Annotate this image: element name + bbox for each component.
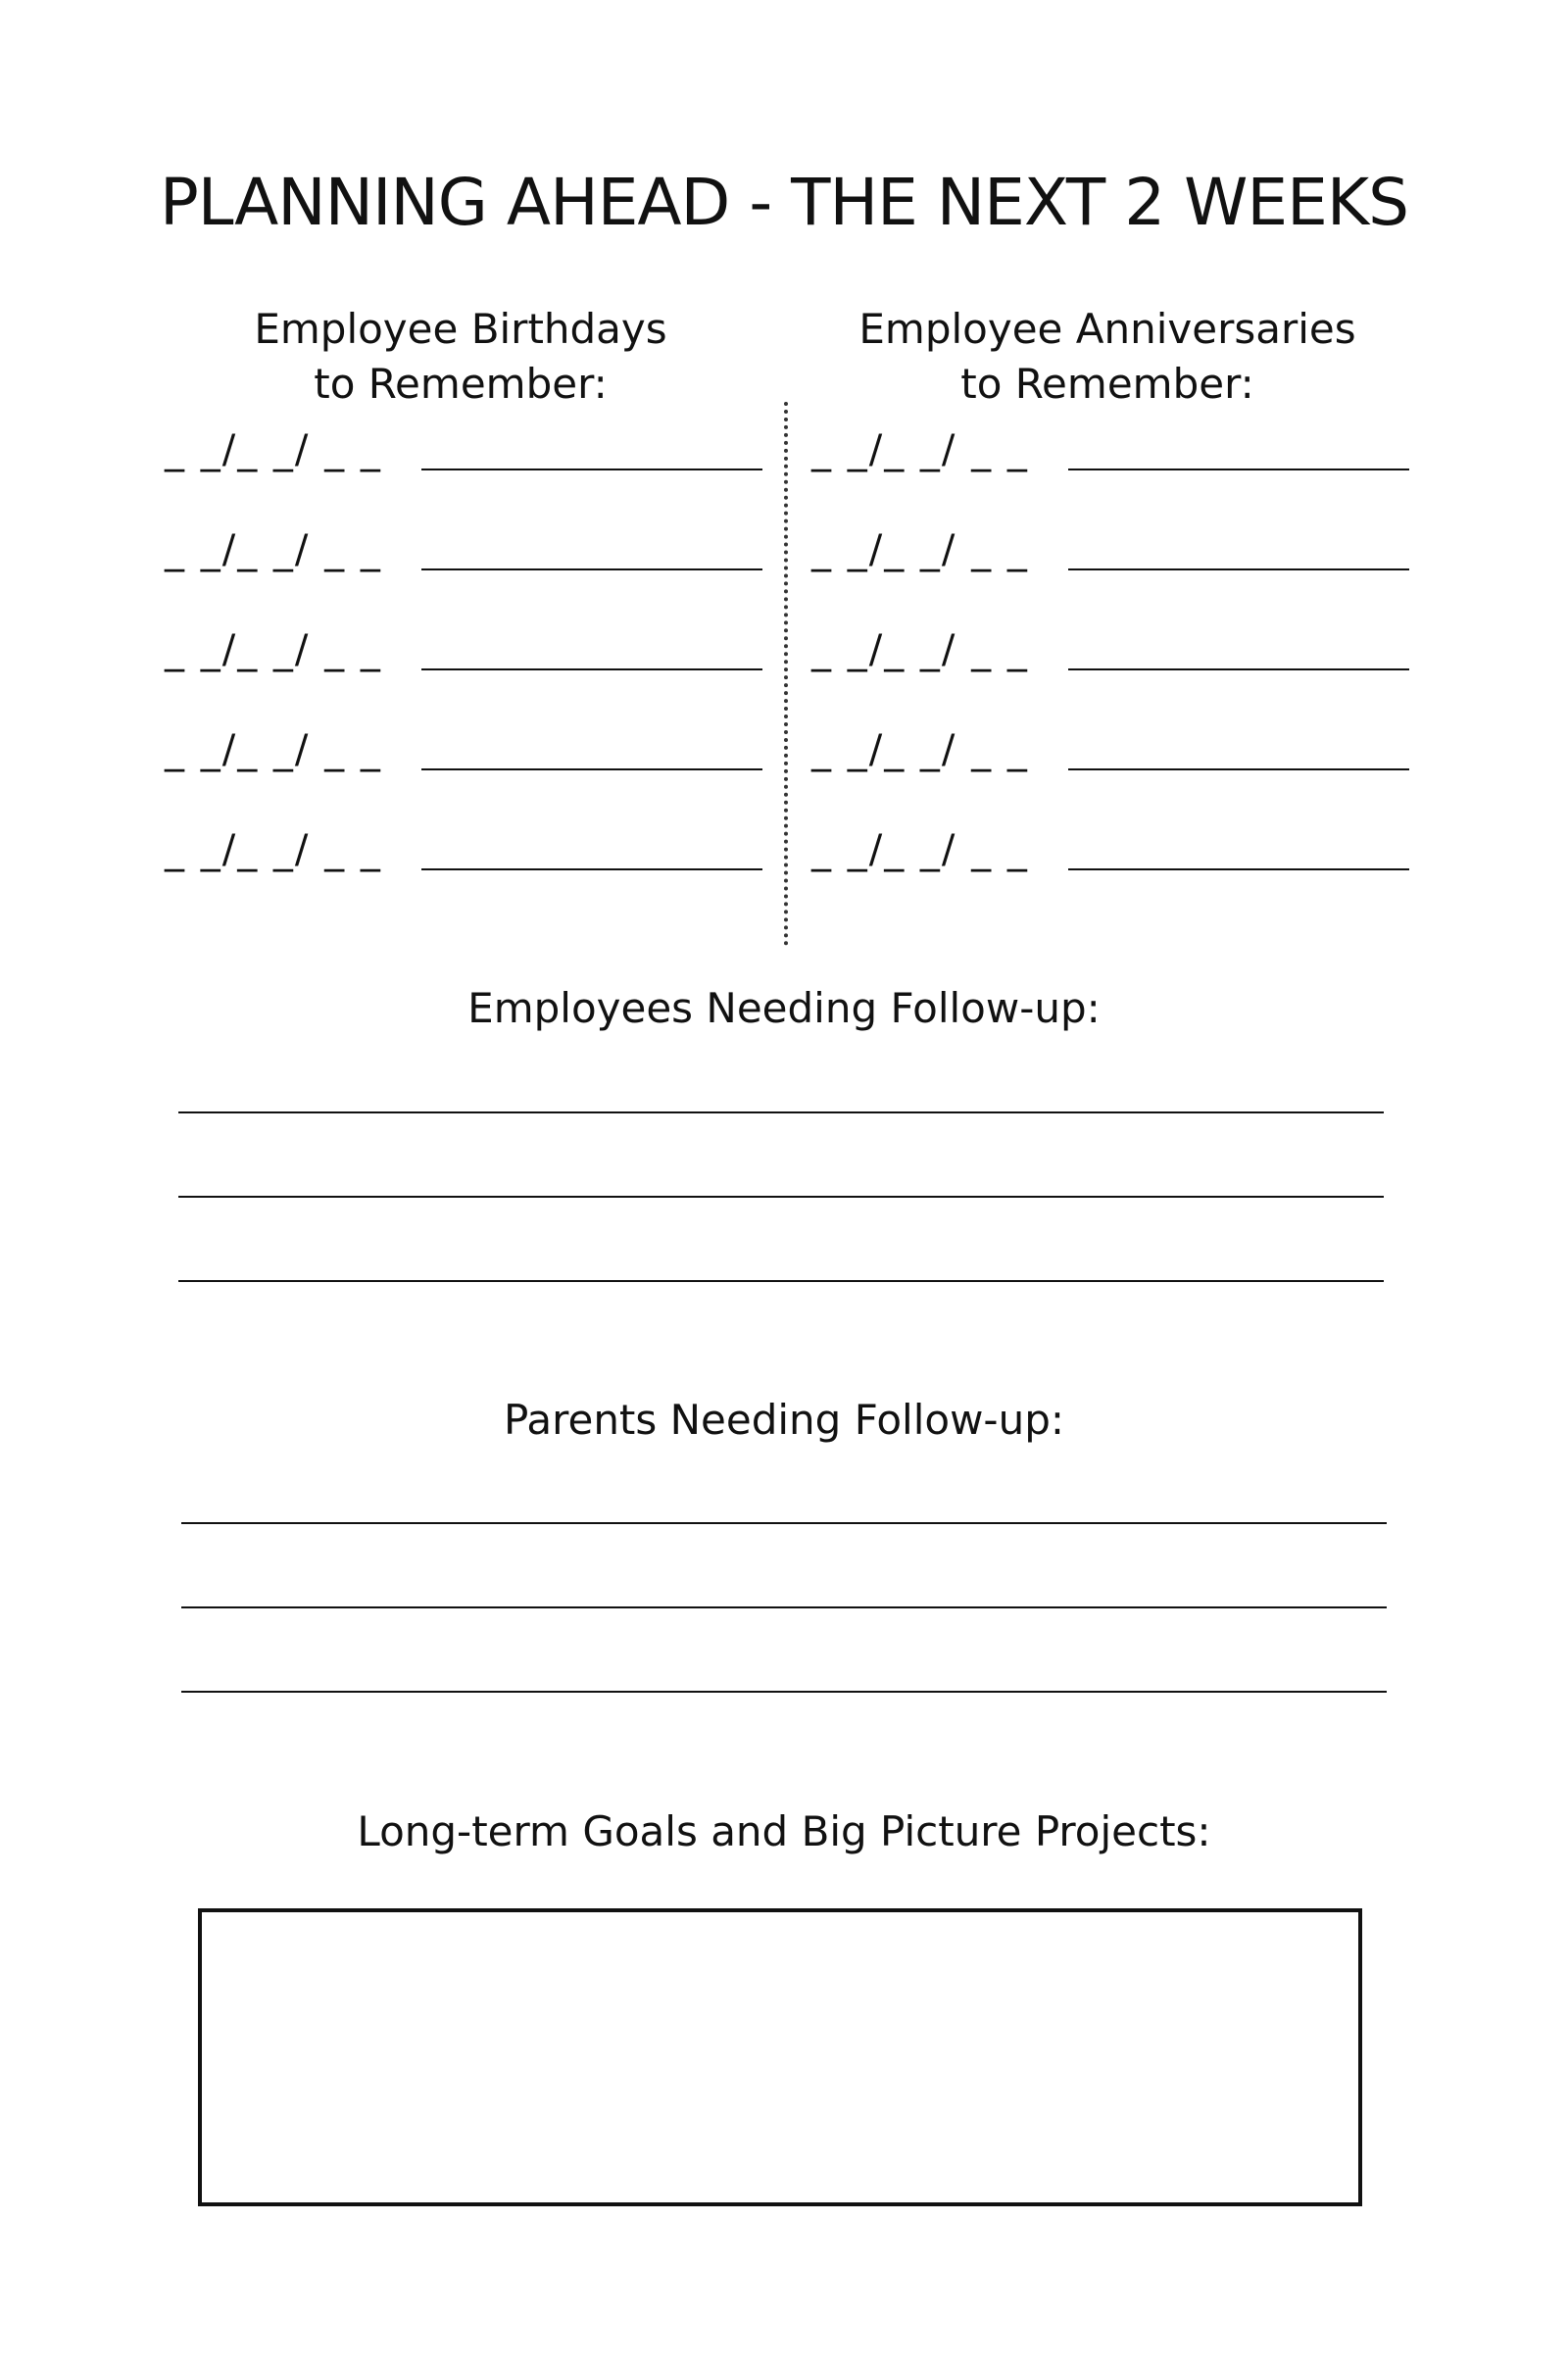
birthday-row: [165, 617, 762, 676]
birthday-date-field[interactable]: _ _/_ _/ _ _: [165, 427, 382, 472]
anniversaries-heading-line2: to Remember:: [960, 360, 1254, 408]
anniversary-row: [811, 418, 1409, 476]
employees-followup-line[interactable]: [178, 1111, 1384, 1113]
page-title: PLANNING AHEAD - THE NEXT 2 WEEKS: [159, 165, 1408, 240]
parents-followup-line[interactable]: [181, 1691, 1387, 1693]
anniversary-row: [811, 518, 1409, 576]
anniversaries-heading: [794, 302, 1421, 412]
anniversary-row: [811, 617, 1409, 676]
employees-followup-line[interactable]: [178, 1196, 1384, 1198]
birthday-row: [165, 717, 762, 776]
parents-followup-line[interactable]: [181, 1522, 1387, 1524]
birthday-row: [165, 418, 762, 476]
birthday-date-field[interactable]: _ _/_ _/ _ _: [165, 727, 382, 772]
anniversary-name-line[interactable]: [1068, 568, 1409, 570]
birthday-row: [165, 518, 762, 576]
anniversary-date-field[interactable]: _ _/_ _/ _ _: [811, 727, 1029, 772]
anniversary-name-line[interactable]: [1068, 868, 1409, 870]
birthday-name-line[interactable]: [421, 768, 762, 770]
employees-followup-label: Employees Needing Follow-up:: [467, 984, 1101, 1032]
employees-followup-line[interactable]: [178, 1280, 1384, 1282]
anniversary-name-line[interactable]: [1068, 768, 1409, 770]
birthday-date-field[interactable]: _ _/_ _/ _ _: [165, 627, 382, 672]
birthdays-heading-line1: Employee Birthdays: [254, 305, 667, 353]
anniversary-row: [811, 817, 1409, 876]
anniversary-date-field[interactable]: _ _/_ _/ _ _: [811, 427, 1029, 472]
anniversary-name-line[interactable]: [1068, 469, 1409, 470]
anniversary-date-field[interactable]: _ _/_ _/ _ _: [811, 527, 1029, 572]
birthday-name-line[interactable]: [421, 568, 762, 570]
goals-box[interactable]: [198, 1908, 1362, 2206]
birthday-name-line[interactable]: [421, 469, 762, 470]
birthday-row: [165, 817, 762, 876]
goals-label: Long-term Goals and Big Picture Projects:: [357, 1807, 1211, 1855]
anniversary-name-line[interactable]: [1068, 668, 1409, 670]
anniversary-date-field[interactable]: _ _/_ _/ _ _: [811, 827, 1029, 872]
parents-followup-line[interactable]: [181, 1606, 1387, 1608]
birthdays-heading-line2: to Remember:: [314, 360, 608, 408]
anniversary-date-field[interactable]: _ _/_ _/ _ _: [811, 627, 1029, 672]
anniversaries-heading-line1: Employee Anniversaries: [858, 305, 1356, 353]
birthday-name-line[interactable]: [421, 868, 762, 870]
birthdays-heading: [147, 302, 774, 412]
birthday-name-line[interactable]: [421, 668, 762, 670]
birthday-date-field[interactable]: _ _/_ _/ _ _: [165, 827, 382, 872]
birthday-date-field[interactable]: _ _/_ _/ _ _: [165, 527, 382, 572]
anniversary-row: [811, 717, 1409, 776]
column-divider: [784, 402, 788, 946]
parents-followup-label: Parents Needing Follow-up:: [503, 1396, 1065, 1444]
